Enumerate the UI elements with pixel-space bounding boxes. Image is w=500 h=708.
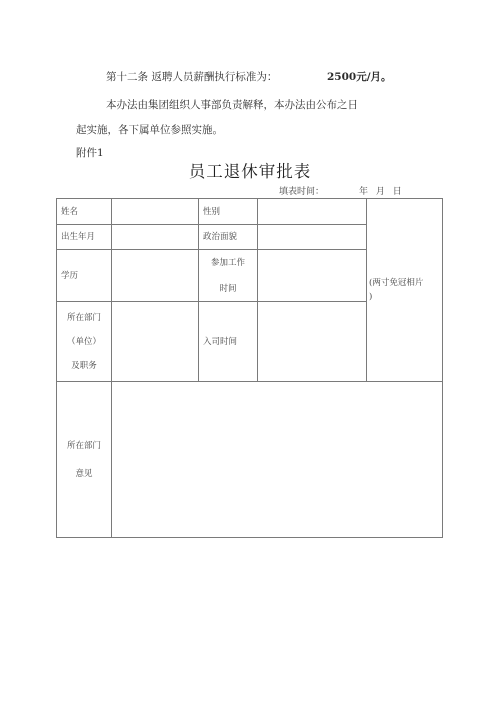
- photo-box[interactable]: [367, 199, 443, 382]
- paragraph-interpretation: 本办法由集团组织人事部负责解释，本办法由公布之日: [106, 99, 358, 111]
- fill-date-units: 年 月 日: [359, 187, 402, 197]
- table-row: [57, 199, 443, 225]
- photo-label: (两寸免冠相片: [369, 278, 424, 288]
- article-text: 第十二条 返聘人员薪酬执行标准为：: [106, 71, 278, 83]
- education-value[interactable]: [112, 250, 199, 302]
- gender-value[interactable]: [258, 199, 367, 225]
- opinion-label: 所在部门 意见: [57, 382, 112, 538]
- political-value[interactable]: [258, 225, 367, 250]
- table-row: [57, 382, 443, 538]
- political-label: 政治面貌: [199, 225, 258, 250]
- name-label: 姓名: [57, 199, 112, 225]
- dept-value[interactable]: [112, 302, 199, 382]
- gender-label: 性别: [199, 199, 258, 225]
- attachment-label: 附件1: [76, 147, 104, 159]
- photo-label-close: ): [369, 292, 373, 302]
- join-company-value[interactable]: [258, 302, 367, 382]
- fill-time-label: 填表时间：: [279, 187, 325, 197]
- birth-value[interactable]: [112, 225, 199, 250]
- name-value[interactable]: [112, 199, 199, 225]
- salary-amount: 2500元/月。: [327, 71, 392, 83]
- birth-label: 出生年月: [57, 225, 112, 250]
- form-title: 员工退休审批表: [188, 162, 312, 181]
- work-start-label: 参加工作 时间: [199, 250, 258, 302]
- paragraph-effective: 起实施，各下属单位参照实施。: [76, 124, 223, 136]
- retirement-approval-table: [56, 198, 443, 538]
- article-twelve: [106, 69, 392, 84]
- education-label: 学历: [57, 250, 112, 302]
- dept-label: 所在部门 （单位） 及职务: [57, 302, 112, 382]
- join-company-label: 入司时间: [199, 302, 258, 382]
- work-start-value[interactable]: [258, 250, 367, 302]
- fill-time: [279, 184, 402, 197]
- opinion-value[interactable]: [112, 382, 443, 538]
